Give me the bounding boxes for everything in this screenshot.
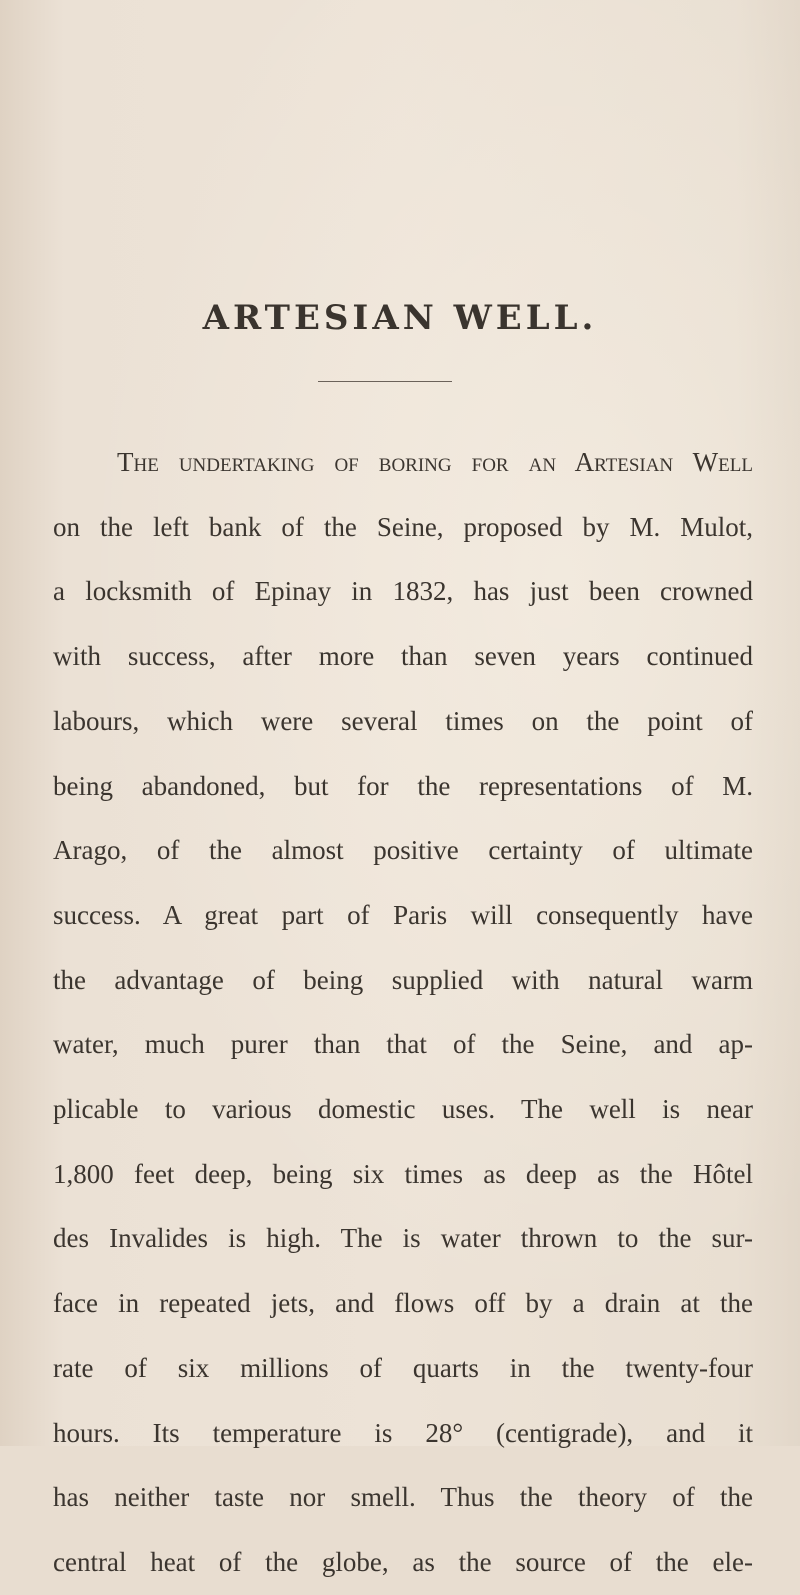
page-title: ARTESIAN WELL. <box>202 298 598 338</box>
body-paragraph <box>53 430 753 1595</box>
text-line: rate of six millions of quarts in the twenty-four <box>53 1352 753 1383</box>
text-line: the advantage of being supplied with natural warm <box>53 964 753 995</box>
text-line: water, much purer than that of the Seine, and ap- <box>53 1029 753 1060</box>
text-line: The undertaking of boring for an Artesian Well <box>117 447 753 477</box>
text-line: Arago, of the almost positive certainty of ultimate <box>53 835 753 866</box>
text-line: on the left bank of the Seine, proposed by M. Mulot, <box>53 511 753 542</box>
text-line: hours. Its temperature is 28° (centigrade), and it <box>53 1417 753 1448</box>
text-line: 1,800 feet deep, being six times as deep as the Hôtel <box>53 1158 753 1189</box>
text-line: has neither taste nor smell. Thus the theory of the <box>53 1482 753 1513</box>
text-line: plicable to various domestic uses. The well is near <box>53 1094 753 1125</box>
title-rule <box>318 381 452 382</box>
text-line: face in repeated jets, and flows off by a drain at the <box>53 1288 753 1319</box>
text-line: des Invalides is high. The is water thrown to the sur- <box>53 1223 753 1254</box>
text-line: being abandoned, but for the representations of M. <box>53 770 753 801</box>
text-line: labours, which were several times on the point of <box>53 705 753 736</box>
text-line: with success, after more than seven years continued <box>53 641 753 672</box>
text-line: a locksmith of Epinay in 1832, has just been crowned <box>53 576 753 607</box>
text-line: success. A great part of Paris will consequently have <box>53 899 753 930</box>
text-line: central heat of the globe, as the source of the ele- <box>53 1546 753 1577</box>
